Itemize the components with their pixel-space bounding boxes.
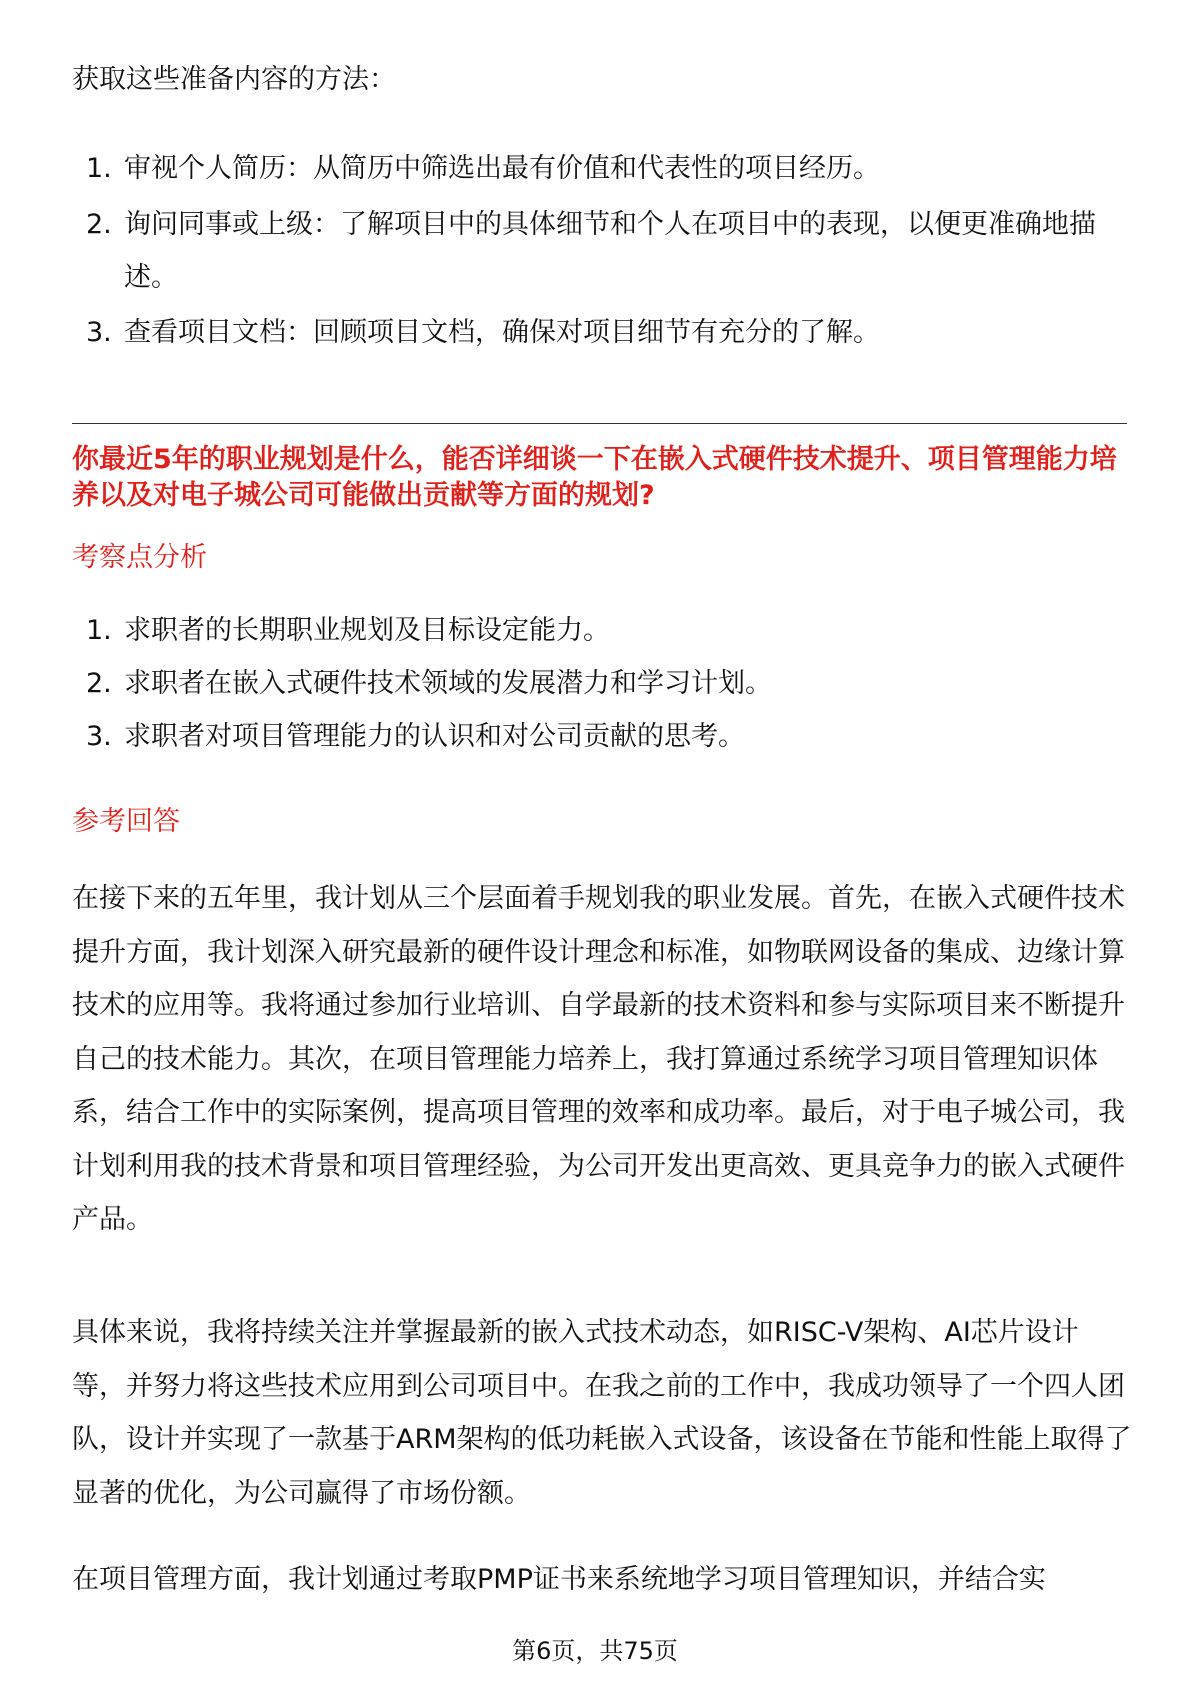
section-divider	[72, 423, 1127, 424]
list-item	[72, 710, 1132, 763]
analysis-list	[72, 604, 1132, 763]
list-number: 1.	[86, 615, 112, 646]
list-item	[72, 140, 1132, 198]
list-item	[72, 657, 1132, 710]
list-number: 1.	[86, 153, 112, 184]
question-heading: 你最近5年的职业规划是什么，能否详细谈一下在嵌入式硬件技术提升、项目管理能力培养以及对电子城公司可能做出贡献等方面的规划?	[72, 444, 1117, 511]
answer-paragraph: 在接下来的五年里，我计划从三个层面着手规划我的职业发展。首先，在嵌入式硬件技术提升方面，我计划深入研究最新的硬件设计理念和标准，如物联网设备的集成、边缘计算技术的应用等。我将通过参加行业培训、自学最新的技术资料和参与实际项目来不断提升自己的技术能力。其次，在项目管理能力培养上，我打算通过系统学习项目管理知识体系，结合工作中的实际案例，提高项目管理的效率和成功率。最后，对于电子城公司，我计划利用我的技术背景和项目管理经验，为公司开发出更高效、更具竞争力的嵌入式硬件产品。	[72, 883, 1125, 1235]
list-item-text: 求职者对项目管理能力的认识和对公司贡献的思考。	[124, 721, 745, 752]
list-item-text: 审视个人简历：从简历中筛选出最有价值和代表性的项目经历。	[124, 153, 880, 184]
list-item-text: 查看项目文档：回顾项目文档，确保对项目细节有充分的了解。	[124, 317, 880, 348]
list-item-text: 求职者在嵌入式硬件技术领域的发展潜力和学习计划。	[124, 668, 772, 699]
answer-paragraph: 具体来说，我将持续关注并掌握最新的嵌入式技术动态，如RISC-V架构、AI芯片设计等，并努力将这些技术应用到公司项目中。在我之前的工作中，我成功领导了一个四人团队，设计并实现了一款基于ARM架构的低功耗嵌入式设备，该设备在节能和性能上取得了显著的优化，为公司赢得了市场份额。	[72, 1317, 1132, 1509]
list-item	[72, 604, 1132, 657]
intro-text: 获取这些准备内容的方法：	[72, 64, 396, 95]
list-item-text: 询问同事或上级：了解项目中的具体细节和个人在项目中的表现，以便更准确地描述。	[124, 209, 1096, 293]
list-number: 2.	[86, 209, 112, 240]
answer-heading: 参考回答	[72, 806, 180, 837]
methods-list	[72, 140, 1132, 362]
list-number: 3.	[86, 721, 112, 752]
list-item-text: 求职者的长期职业规划及目标设定能力。	[124, 615, 610, 646]
list-item	[72, 198, 1132, 304]
analysis-heading: 考察点分析	[72, 542, 207, 573]
answer-paragraph: 在项目管理方面，我计划通过考取PMP证书来系统地学习项目管理知识，并结合实	[72, 1564, 1046, 1595]
list-item	[72, 304, 1132, 362]
page-number: 第6页，共75页	[512, 1637, 678, 1665]
list-number: 2.	[86, 668, 112, 699]
list-number: 3.	[86, 317, 112, 348]
